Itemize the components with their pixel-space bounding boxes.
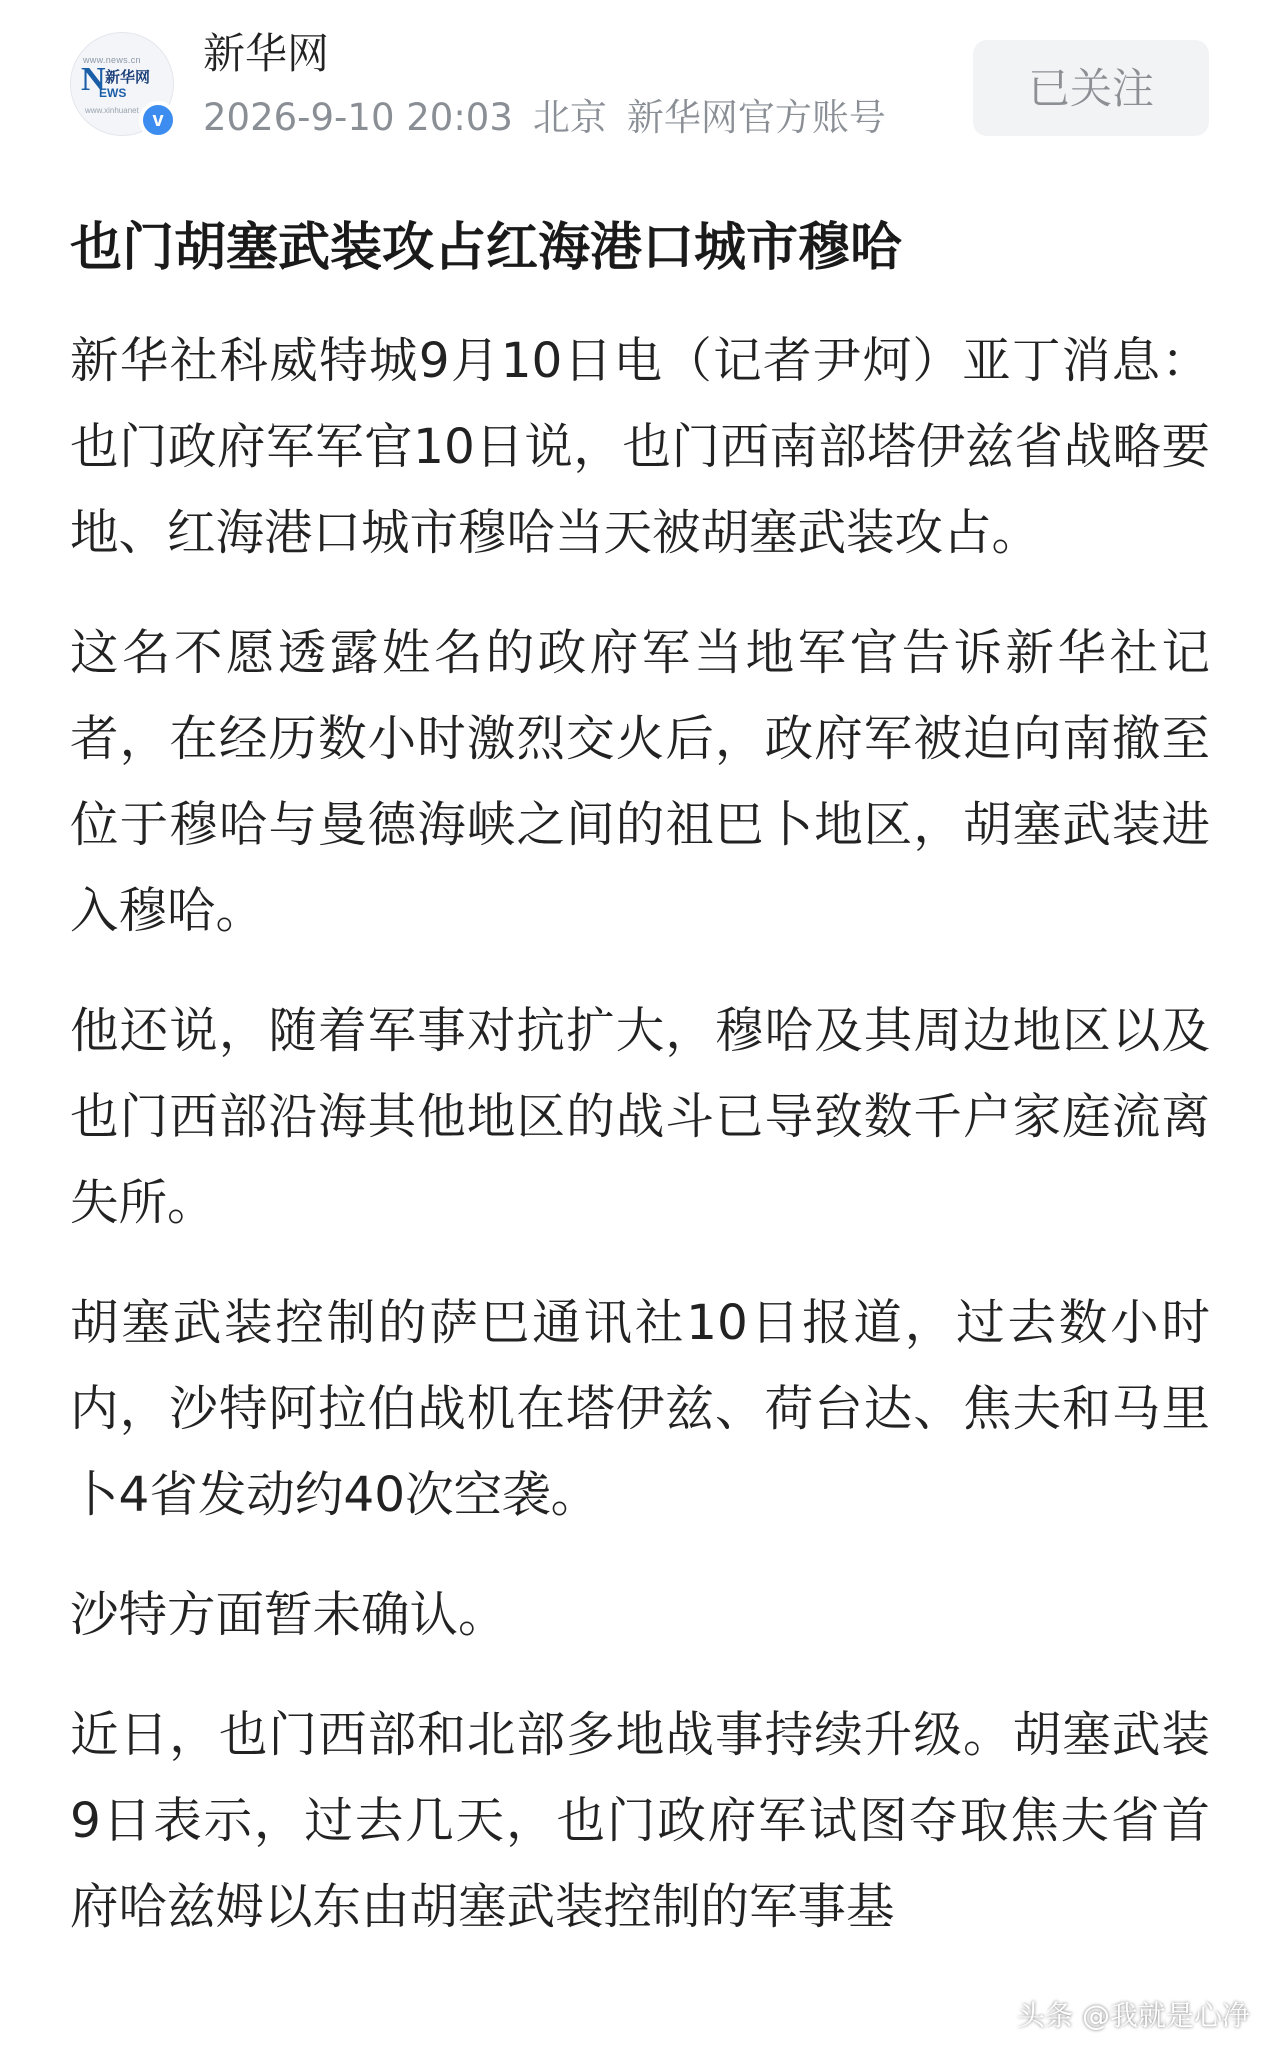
logo-sub-text: www.xinhuanet: [85, 106, 139, 115]
publish-datetime: 2026-9-10 20:03: [203, 96, 513, 139]
article-paragraph: 沙特方面暂未确认。: [70, 1587, 507, 1643]
article-body: [70, 318, 1210, 1950]
article-paragraph: 他还说，随着军事对抗扩大，穆哈及其周边地区以及也门西部沿海其他地区的战斗已导致数千户家庭流离失所。: [70, 1003, 1210, 1231]
publish-location: 北京: [532, 96, 607, 139]
article-title: 也门胡塞武装攻占红海港口城市穆哈: [70, 218, 903, 278]
logo-mark-ews: EWS: [99, 86, 127, 100]
logo-mark-n: N: [81, 61, 106, 98]
verified-icon: v: [139, 101, 177, 139]
publish-meta: [203, 92, 943, 144]
article-paragraph: 近日，也门西部和北部多地战事持续升级。胡塞武装9日表示，过去几天，也门政府军试图夺取焦夫省首府哈兹姆以东由胡塞武装控制的军事基: [70, 1707, 1210, 1935]
article-paragraph: 新华社科威特城9月10日电（记者尹炣）亚丁消息：也门政府军军官10日说，也门西南部塔伊兹省战略要地、红海港口城市穆哈当天被胡塞武装攻占。: [70, 333, 1210, 561]
logo-mark-cn: 新华网: [105, 68, 151, 86]
logo-url-text: www.news.cn: [83, 55, 141, 65]
watermark: 头条 @我就是心净: [1017, 1999, 1250, 2032]
account-description: 新华网官方账号: [626, 96, 886, 139]
article: [70, 208, 1210, 1984]
author-name[interactable]: 新华网: [203, 29, 330, 78]
article-paragraph: 胡塞武装控制的萨巴通讯社10日报道，过去数小时内，沙特阿拉伯战机在塔伊兹、荷台达、焦夫和马里卜4省发动约40次空袭。: [70, 1295, 1210, 1523]
follow-button[interactable]: 已关注: [973, 40, 1209, 136]
article-header: [0, 0, 1280, 170]
article-paragraph: 这名不愿透露姓名的政府军当地军官告诉新华社记者，在经历数小时激烈交火后，政府军被迫向南撤至位于穆哈与曼德海峡之间的祖巴卜地区，胡塞武装进入穆哈。: [70, 625, 1210, 939]
